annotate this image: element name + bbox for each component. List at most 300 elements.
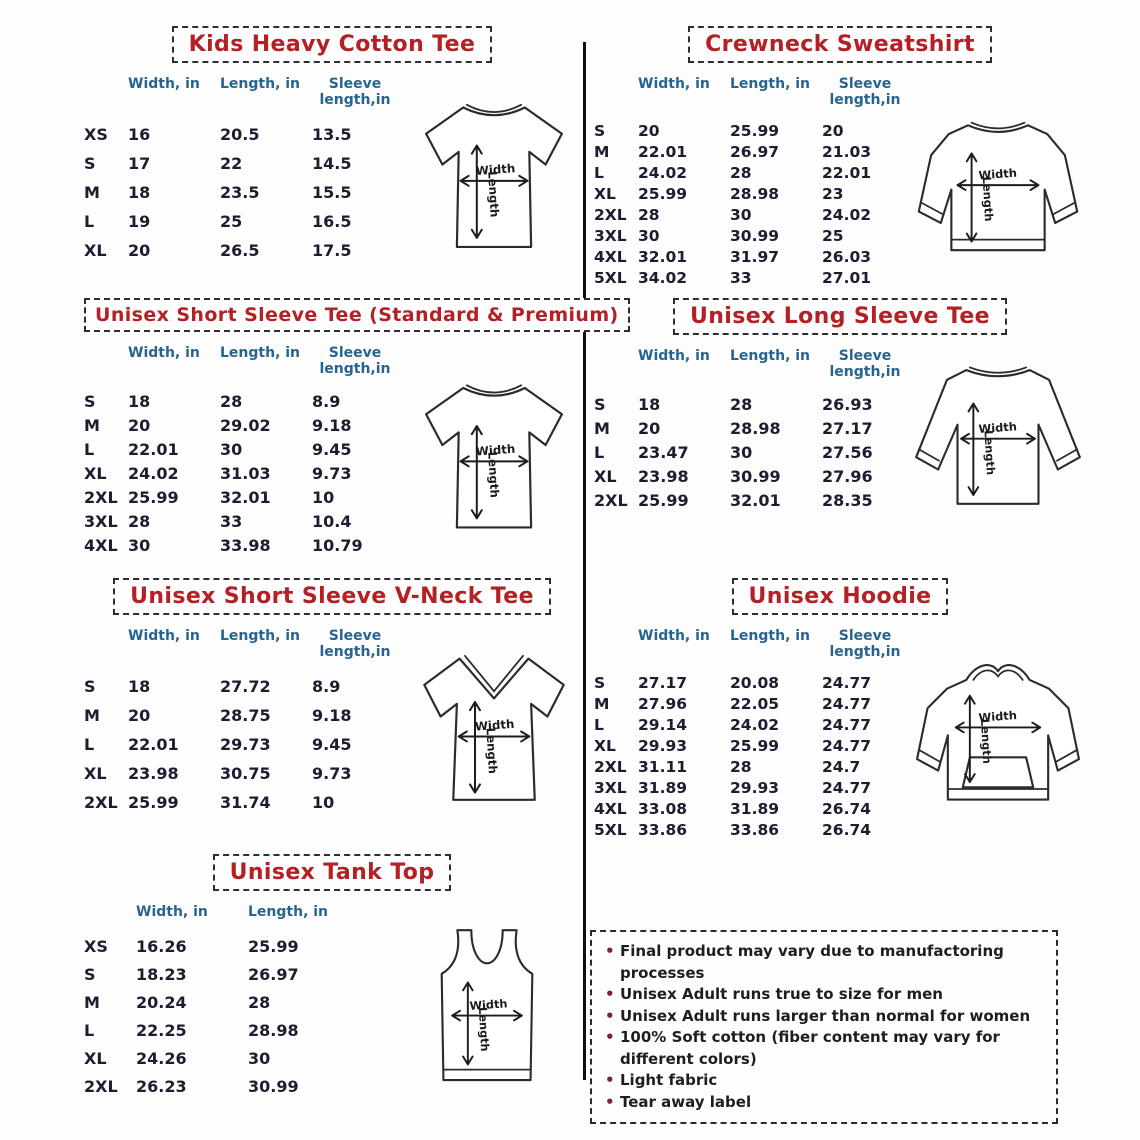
column-header: Sleeve length,in bbox=[829, 76, 901, 108]
table-row bbox=[84, 1016, 360, 1044]
measurement-value: 18 bbox=[128, 677, 151, 696]
measurement-value: 28.98 bbox=[730, 184, 780, 203]
measurement-value: 29.14 bbox=[638, 715, 688, 734]
width-arrow-label: Width bbox=[469, 996, 508, 1013]
size-table bbox=[84, 76, 398, 265]
size-label: 5XL bbox=[594, 268, 627, 287]
table-rows bbox=[594, 120, 908, 288]
size-label: M bbox=[594, 694, 610, 713]
measurement-value: 10 bbox=[312, 793, 335, 812]
size-label: 2XL bbox=[84, 793, 118, 812]
size-label: S bbox=[84, 154, 96, 173]
length-arrow-label: Length bbox=[475, 1006, 493, 1052]
table-row bbox=[594, 777, 908, 798]
section-unisex-short-sleeve-tee bbox=[84, 298, 619, 557]
measurement-value: 28 bbox=[638, 205, 660, 224]
section-unisex-hoodie bbox=[594, 578, 1086, 840]
measurement-value: 25.99 bbox=[638, 490, 689, 510]
measurement-value: 21.03 bbox=[822, 142, 872, 161]
table-rows bbox=[84, 120, 398, 265]
size-table bbox=[594, 628, 908, 840]
size-label: M bbox=[84, 415, 100, 435]
measurement-value: 25.99 bbox=[248, 936, 299, 956]
size-label: L bbox=[594, 163, 604, 182]
measurement-value: 18.23 bbox=[136, 964, 187, 984]
column-headers bbox=[84, 628, 398, 660]
size-table bbox=[84, 345, 398, 557]
table-row bbox=[84, 533, 398, 557]
table-row bbox=[84, 120, 398, 149]
measurement-value: 18 bbox=[128, 391, 151, 411]
measurement-value: 22.01 bbox=[128, 735, 179, 754]
measurement-value: 13.5 bbox=[312, 125, 352, 144]
table-row bbox=[84, 701, 398, 730]
measurement-value: 16.5 bbox=[312, 212, 352, 231]
section-title: Unisex Tank Top bbox=[213, 854, 452, 891]
size-label: 4XL bbox=[594, 799, 627, 818]
table-row bbox=[84, 509, 398, 533]
measurement-value: 28.35 bbox=[822, 490, 873, 510]
note-item: • Unisex Adult runs larger than normal for women bbox=[605, 1006, 1043, 1028]
long-sleeve-tee-illustration bbox=[910, 356, 1086, 513]
note-item: • Unisex Adult runs true to size for men bbox=[605, 984, 1043, 1006]
measurement-value: 9.73 bbox=[312, 764, 352, 783]
length-arrow-label: Length bbox=[485, 451, 502, 499]
measurement-value: 28 bbox=[730, 163, 752, 182]
table-row bbox=[594, 267, 908, 288]
table-row bbox=[594, 392, 908, 416]
size-label: M bbox=[594, 142, 610, 161]
measurement-value: 24.02 bbox=[128, 463, 179, 483]
size-label: 2XL bbox=[594, 205, 627, 224]
column-header: Length, in bbox=[730, 76, 811, 92]
measurement-value: 27.72 bbox=[220, 677, 271, 696]
size-label: L bbox=[84, 212, 95, 231]
size-label: XL bbox=[594, 736, 616, 755]
table-row bbox=[594, 798, 908, 819]
table-rows bbox=[84, 389, 398, 557]
section-title-row bbox=[84, 854, 580, 891]
column-headers bbox=[594, 76, 908, 108]
measurement-value: 26.5 bbox=[220, 241, 260, 260]
measurement-value: 20 bbox=[128, 241, 151, 260]
measurement-value: 31.74 bbox=[220, 793, 271, 812]
column-headers bbox=[594, 348, 908, 380]
measurement-value: 19 bbox=[128, 212, 151, 231]
measurement-value: 30.99 bbox=[248, 1076, 299, 1096]
measurement-value: 22.05 bbox=[730, 694, 780, 713]
measurement-value: 27.96 bbox=[822, 466, 873, 486]
measurement-value: 31.97 bbox=[730, 247, 780, 266]
width-arrow-label: Width bbox=[475, 161, 516, 178]
table-rows bbox=[594, 672, 908, 840]
column-header: Width, in bbox=[128, 345, 200, 361]
size-label: XL bbox=[84, 1048, 107, 1068]
table-row bbox=[84, 759, 398, 788]
measurement-value: 14.5 bbox=[312, 154, 352, 173]
column-header: Width, in bbox=[638, 76, 710, 92]
measurement-value: 33.98 bbox=[220, 535, 271, 555]
size-label: L bbox=[594, 442, 605, 462]
measurement-value: 28 bbox=[220, 391, 243, 411]
measurement-value: 20.24 bbox=[136, 992, 187, 1012]
size-label: 3XL bbox=[84, 511, 118, 531]
measurement-value: 22.01 bbox=[822, 163, 872, 182]
size-label: XS bbox=[84, 125, 108, 144]
measurement-value: 25.99 bbox=[128, 487, 179, 507]
measurement-value: 32.01 bbox=[220, 487, 271, 507]
note-item: • Final product may vary due to manufactoring processes bbox=[605, 941, 1043, 984]
measurement-value: 29.93 bbox=[730, 778, 780, 797]
column-header: Sleeve length,in bbox=[319, 76, 391, 108]
length-arrow-label: Length bbox=[979, 176, 997, 222]
size-label: XL bbox=[84, 764, 107, 783]
column-header: Width, in bbox=[638, 628, 710, 644]
measurement-value: 24.77 bbox=[822, 673, 872, 692]
table-row bbox=[84, 178, 398, 207]
hoodie-illustration bbox=[910, 636, 1086, 840]
column-header: Length, in bbox=[220, 345, 301, 361]
table-row bbox=[594, 204, 908, 225]
measurement-value: 30 bbox=[730, 442, 753, 462]
table-row bbox=[84, 236, 398, 265]
size-label: M bbox=[84, 706, 100, 725]
table-row bbox=[84, 389, 398, 413]
measurement-value: 25.99 bbox=[730, 121, 780, 140]
measurement-value: 24.02 bbox=[822, 205, 872, 224]
width-arrow-label: Width bbox=[978, 165, 1018, 183]
measurement-value: 30.75 bbox=[220, 764, 271, 783]
measurement-value: 31.03 bbox=[220, 463, 271, 483]
size-label: L bbox=[84, 439, 95, 459]
measurement-value: 8.9 bbox=[312, 677, 341, 696]
size-label: 3XL bbox=[594, 226, 627, 245]
section-title-row bbox=[594, 26, 1086, 63]
measurement-value: 20 bbox=[638, 121, 660, 140]
measurement-value: 31.89 bbox=[730, 799, 780, 818]
length-arrow-label: Length bbox=[485, 170, 502, 218]
length-arrow-label: Length bbox=[483, 727, 500, 775]
measurement-value: 15.5 bbox=[312, 183, 352, 202]
measurement-value: 23.5 bbox=[220, 183, 260, 202]
column-header: Sleeve length,in bbox=[829, 348, 901, 380]
section-title-row bbox=[84, 578, 580, 615]
measurement-value: 9.18 bbox=[312, 415, 352, 435]
size-label: XL bbox=[594, 184, 616, 203]
table-row bbox=[84, 672, 398, 701]
section-title: Unisex Short Sleeve Tee (Standard & Premium) bbox=[84, 298, 630, 332]
size-table bbox=[594, 76, 908, 288]
size-label: S bbox=[594, 394, 606, 414]
measurement-value: 30 bbox=[638, 226, 660, 245]
measurement-value: 9.18 bbox=[312, 706, 352, 725]
table-row bbox=[84, 988, 360, 1016]
column-header: Width, in bbox=[128, 76, 200, 92]
measurement-value: 9.45 bbox=[312, 735, 352, 754]
measurement-value: 33.08 bbox=[638, 799, 688, 818]
measurement-value: 16.26 bbox=[136, 936, 187, 956]
width-arrow-label: Width bbox=[475, 441, 516, 459]
measurement-value: 22.01 bbox=[128, 439, 179, 459]
measurement-value: 8.9 bbox=[312, 391, 341, 411]
column-headers bbox=[84, 904, 360, 920]
measurement-value: 26.03 bbox=[822, 247, 872, 266]
column-header: Length, in bbox=[220, 628, 301, 644]
measurement-value: 25 bbox=[822, 226, 844, 245]
table-row bbox=[84, 207, 398, 236]
size-table bbox=[594, 348, 908, 513]
table-row bbox=[84, 485, 398, 509]
measurement-value: 28 bbox=[248, 992, 271, 1012]
measurement-value: 9.73 bbox=[312, 463, 352, 483]
measurement-value: 22 bbox=[220, 154, 243, 173]
column-header: Sleeve length,in bbox=[319, 345, 391, 377]
measurement-value: 27.56 bbox=[822, 442, 873, 462]
measurement-value: 33.86 bbox=[638, 820, 688, 839]
measurement-value: 26.23 bbox=[136, 1076, 187, 1096]
section-title-row bbox=[594, 578, 1086, 615]
table-row bbox=[84, 960, 360, 988]
section-crewneck-sweatshirt bbox=[594, 26, 1086, 288]
measurement-value: 25.99 bbox=[638, 184, 688, 203]
size-label: 4XL bbox=[84, 535, 118, 555]
measurement-value: 24.7 bbox=[822, 757, 861, 776]
table-rows bbox=[594, 392, 908, 512]
size-table bbox=[84, 904, 360, 1100]
table-row bbox=[594, 141, 908, 162]
column-headers bbox=[594, 628, 908, 660]
column-header: Length, in bbox=[248, 904, 329, 920]
table-row bbox=[594, 693, 908, 714]
measurement-value: 33 bbox=[220, 511, 243, 531]
measurement-value: 34.02 bbox=[638, 268, 688, 287]
size-label: 2XL bbox=[84, 1076, 118, 1096]
size-label: M bbox=[84, 183, 100, 202]
measurement-value: 31.89 bbox=[638, 778, 688, 797]
column-header: Length, in bbox=[730, 628, 811, 644]
size-label: 2XL bbox=[84, 487, 118, 507]
column-headers bbox=[84, 345, 398, 377]
table-row bbox=[84, 437, 398, 461]
table-row bbox=[594, 162, 908, 183]
column-divider-line bbox=[583, 42, 586, 1080]
table-row bbox=[594, 672, 908, 693]
measurement-value: 24.02 bbox=[730, 715, 780, 734]
note-item: • Light fabric bbox=[605, 1070, 1043, 1092]
table-row bbox=[594, 756, 908, 777]
table-row bbox=[594, 225, 908, 246]
section-unisex-v-neck-tee bbox=[84, 578, 580, 817]
table-row bbox=[594, 464, 908, 488]
table-row bbox=[84, 461, 398, 485]
measurement-value: 17.5 bbox=[312, 241, 352, 260]
measurement-value: 24.77 bbox=[822, 778, 872, 797]
measurement-value: 29.02 bbox=[220, 415, 271, 435]
measurement-value: 23.98 bbox=[638, 466, 689, 486]
table-row bbox=[594, 440, 908, 464]
size-label: S bbox=[84, 677, 96, 696]
note-item: • Tear away label bbox=[605, 1092, 1043, 1114]
table-row bbox=[594, 735, 908, 756]
measurement-value: 10.79 bbox=[312, 535, 363, 555]
measurement-value: 28.98 bbox=[730, 418, 781, 438]
measurement-value: 27.17 bbox=[822, 418, 873, 438]
column-header: Sleeve length,in bbox=[829, 628, 901, 660]
measurement-value: 30 bbox=[730, 205, 752, 224]
measurement-value: 28.98 bbox=[248, 1020, 299, 1040]
table-row bbox=[594, 819, 908, 840]
measurement-value: 24.77 bbox=[822, 736, 872, 755]
measurement-value: 28 bbox=[730, 757, 752, 776]
width-arrow-label: Width bbox=[474, 716, 515, 734]
section-title-row bbox=[594, 298, 1086, 335]
table-row bbox=[84, 932, 360, 960]
table-row bbox=[84, 1044, 360, 1072]
section-title: Unisex Long Sleeve Tee bbox=[673, 298, 1007, 335]
section-title: Unisex Hoodie bbox=[732, 578, 949, 615]
tank-top-illustration bbox=[426, 912, 548, 1100]
measurement-value: 26.97 bbox=[730, 142, 780, 161]
measurement-value: 24.77 bbox=[822, 694, 872, 713]
measurement-value: 20 bbox=[128, 706, 151, 725]
column-header: Length, in bbox=[730, 348, 811, 364]
measurement-value: 9.45 bbox=[312, 439, 352, 459]
length-arrow-label: Length bbox=[981, 429, 998, 476]
length-arrow-label: Length bbox=[977, 718, 995, 765]
measurement-value: 24.77 bbox=[822, 715, 872, 734]
measurement-value: 29.93 bbox=[638, 736, 688, 755]
table-row bbox=[594, 120, 908, 141]
measurement-value: 10 bbox=[312, 487, 335, 507]
table-row bbox=[594, 488, 908, 512]
measurement-value: 23.98 bbox=[128, 764, 179, 783]
measurement-value: 16 bbox=[128, 125, 151, 144]
measurement-value: 18 bbox=[638, 394, 661, 414]
size-label: M bbox=[594, 418, 610, 438]
measurement-value: 30.99 bbox=[730, 226, 780, 245]
measurement-value: 30 bbox=[128, 535, 151, 555]
table-row bbox=[84, 1072, 360, 1100]
table-rows bbox=[84, 932, 360, 1100]
measurement-value: 28 bbox=[128, 511, 151, 531]
size-label: XL bbox=[84, 241, 107, 260]
column-header: Length, in bbox=[220, 76, 301, 92]
section-kids-heavy-cotton-tee bbox=[84, 26, 580, 265]
section-unisex-long-sleeve-tee bbox=[594, 298, 1086, 513]
measurement-value: 18 bbox=[128, 183, 151, 202]
measurement-value: 27.96 bbox=[638, 694, 688, 713]
section-title-row bbox=[84, 26, 580, 63]
column-headers bbox=[84, 76, 398, 108]
size-label: 2XL bbox=[594, 490, 628, 510]
measurement-value: 33.86 bbox=[730, 820, 780, 839]
measurement-value: 20 bbox=[638, 418, 661, 438]
measurement-value: 22.25 bbox=[136, 1020, 187, 1040]
measurement-value: 17 bbox=[128, 154, 151, 173]
table-row bbox=[594, 714, 908, 735]
tshirt-illustration bbox=[408, 353, 580, 557]
measurement-value: 33 bbox=[730, 268, 752, 287]
size-label: S bbox=[84, 964, 96, 984]
table-row bbox=[84, 730, 398, 759]
measurement-value: 23.47 bbox=[638, 442, 689, 462]
size-label: L bbox=[84, 735, 95, 754]
column-header: Width, in bbox=[638, 348, 710, 364]
measurement-value: 32.01 bbox=[730, 490, 781, 510]
table-row bbox=[594, 416, 908, 440]
table-row bbox=[84, 413, 398, 437]
width-arrow-label: Width bbox=[978, 708, 1018, 725]
v-neck-tee-illustration bbox=[408, 636, 580, 817]
notes-box bbox=[590, 930, 1058, 1124]
size-label: M bbox=[84, 992, 100, 1012]
measurement-value: 22.01 bbox=[638, 142, 688, 161]
measurement-value: 26.93 bbox=[822, 394, 873, 414]
size-label: S bbox=[84, 391, 96, 411]
table-rows bbox=[84, 672, 398, 817]
section-title-row bbox=[84, 298, 619, 332]
measurement-value: 26.74 bbox=[822, 799, 872, 818]
measurement-value: 27.01 bbox=[822, 268, 872, 287]
size-label: L bbox=[84, 1020, 95, 1040]
measurement-value: 25.99 bbox=[730, 736, 780, 755]
measurement-value: 23 bbox=[822, 184, 844, 203]
section-title: Unisex Short Sleeve V-Neck Tee bbox=[113, 578, 551, 615]
size-label: S bbox=[594, 121, 606, 140]
measurement-value: 24.26 bbox=[136, 1048, 187, 1068]
size-label: 5XL bbox=[594, 820, 627, 839]
column-header: Width, in bbox=[136, 904, 208, 920]
table-row bbox=[84, 149, 398, 178]
size-label: S bbox=[594, 673, 606, 692]
measurement-value: 20 bbox=[128, 415, 151, 435]
tshirt-illustration bbox=[408, 84, 580, 265]
table-row bbox=[594, 183, 908, 204]
size-table bbox=[84, 628, 398, 817]
measurement-value: 32.01 bbox=[638, 247, 688, 266]
column-header: Sleeve length,in bbox=[319, 628, 391, 660]
size-label: XL bbox=[594, 466, 617, 486]
measurement-value: 10.4 bbox=[312, 511, 352, 531]
measurement-value: 29.73 bbox=[220, 735, 271, 754]
measurement-value: 26.97 bbox=[248, 964, 299, 984]
width-arrow-label: Width bbox=[978, 419, 1018, 437]
size-label: L bbox=[594, 715, 604, 734]
table-row bbox=[84, 788, 398, 817]
size-label: 2XL bbox=[594, 757, 627, 776]
measurement-value: 26.74 bbox=[822, 820, 872, 839]
section-unisex-tank-top bbox=[84, 854, 580, 1100]
measurement-value: 31.11 bbox=[638, 757, 688, 776]
size-label: XS bbox=[84, 936, 108, 956]
measurement-value: 30 bbox=[248, 1048, 271, 1068]
size-label: XL bbox=[84, 463, 107, 483]
measurement-value: 28 bbox=[730, 394, 753, 414]
note-item: • 100% Soft cotton (fiber content may vary for different colors) bbox=[605, 1027, 1043, 1070]
notes-list bbox=[590, 930, 1058, 1124]
section-title: Crewneck Sweatshirt bbox=[688, 26, 992, 63]
sweatshirt-illustration bbox=[910, 84, 1086, 288]
size-label: 3XL bbox=[594, 778, 627, 797]
measurement-value: 24.02 bbox=[638, 163, 688, 182]
table-row bbox=[594, 246, 908, 267]
section-title: Kids Heavy Cotton Tee bbox=[172, 26, 493, 63]
measurement-value: 27.17 bbox=[638, 673, 688, 692]
measurement-value: 30.99 bbox=[730, 466, 781, 486]
measurement-value: 25 bbox=[220, 212, 243, 231]
measurement-value: 28.75 bbox=[220, 706, 271, 725]
size-label: 4XL bbox=[594, 247, 627, 266]
